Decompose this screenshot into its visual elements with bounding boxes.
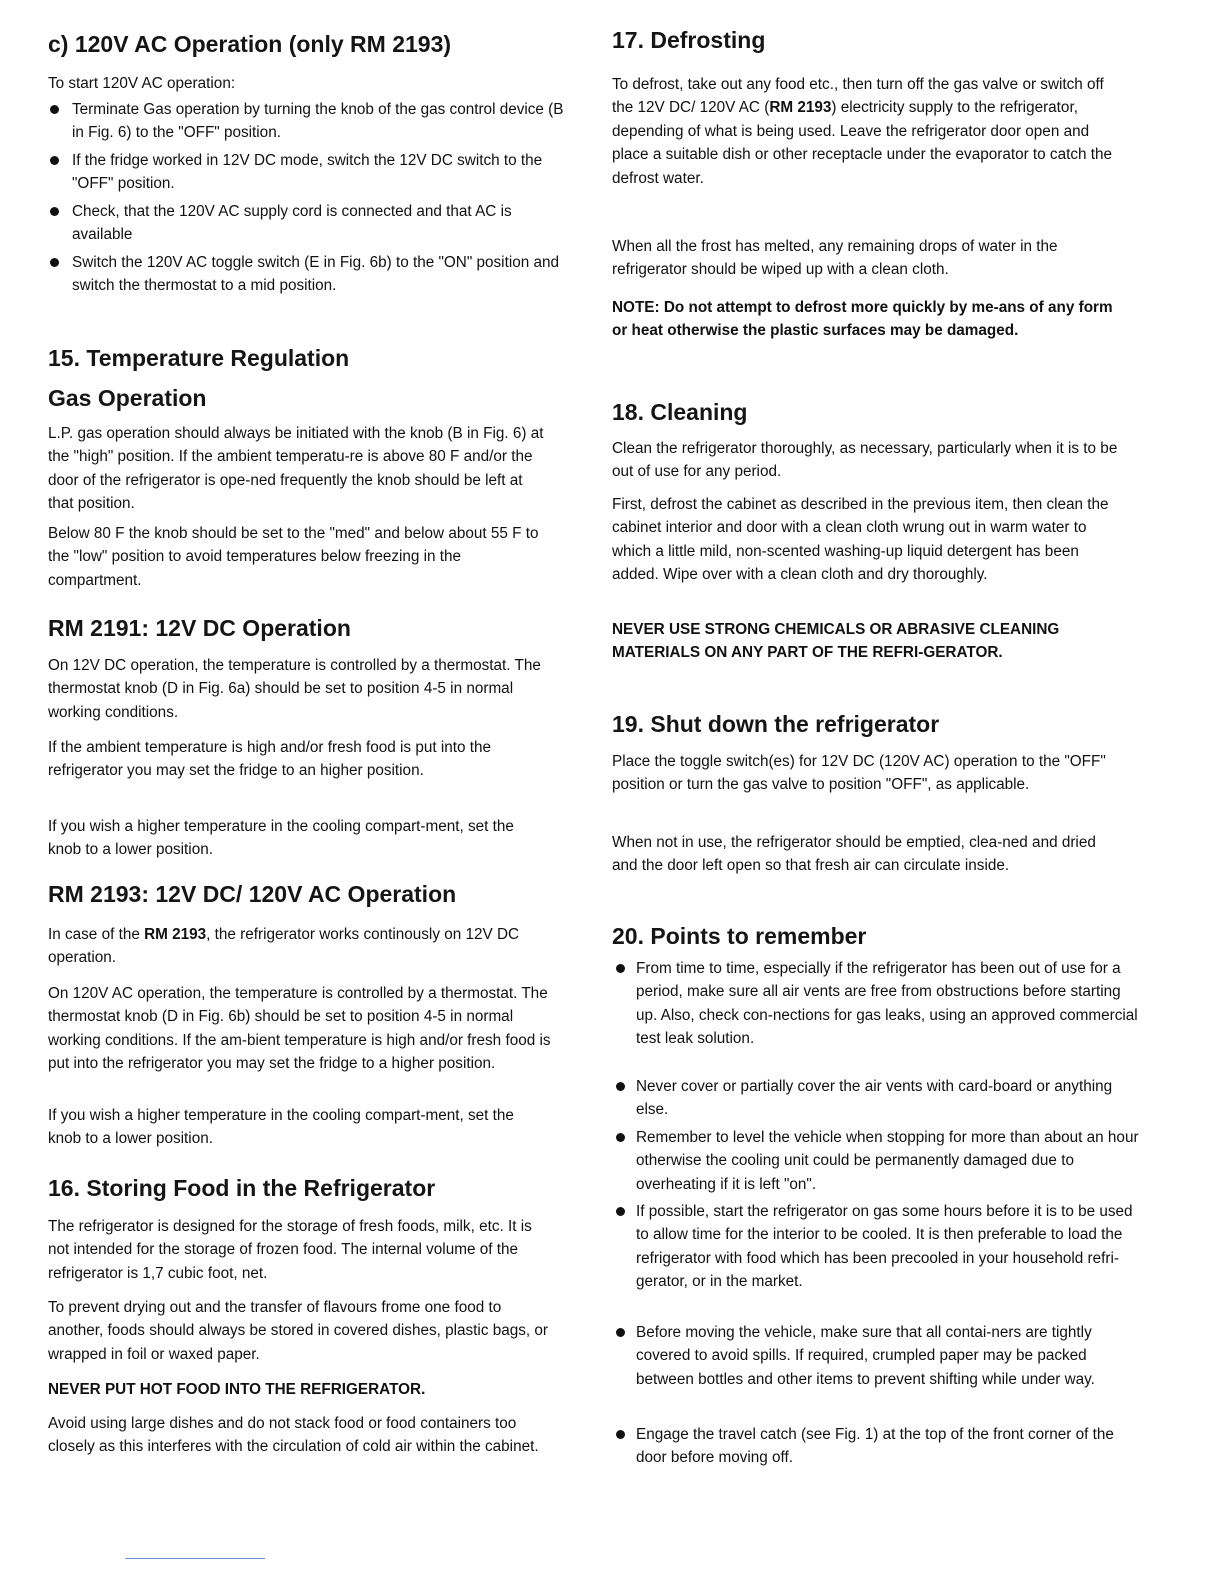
- note-text: NOTE: Do not attempt to defrost more quickly by me-ans of any form or heat otherwise the plastic surfaces may be damaged.: [612, 299, 1113, 340]
- paragraph: [48, 923, 551, 970]
- list-item: [612, 1200, 1146, 1294]
- bullet-icon: [50, 105, 59, 114]
- list-item-text: Check, that the 120V AC supply cord is connected and that AC is available: [72, 203, 512, 244]
- list-item-text: If the fridge worked in 12V DC mode, switch the 12V DC switch to the "OFF" position.: [72, 152, 543, 193]
- list-item-text: Remember to level the vehicle when stopping for more than about an hour otherwise the cooling unit could be permanently damaged due to overheating if it is left "on".: [636, 1129, 1139, 1193]
- paragraph: When all the frost has melted, any remaining drops of water in the refrigerator should be wiped up with a clean cloth.: [612, 238, 1058, 279]
- text: , the refrigerator works continously on 12V DC operation.: [48, 926, 520, 967]
- bullet-icon: [50, 156, 59, 165]
- bullet-icon: [616, 964, 625, 973]
- bullet-icon: [50, 258, 59, 267]
- paragraph: Avoid using large dishes and do not stack food or food containers too closely as this interferes with the circulation of cold air within the cabinet.: [48, 1415, 539, 1456]
- list-item-text: Before moving the vehicle, make sure that all contai-ners are tightly covered to avoid spills. If required, crumpled paper may be packed between bottles and other items to prevent shifting while under way.: [636, 1324, 1095, 1388]
- heading-120v-ac: c) 120V AC Operation (only RM 2193): [48, 31, 452, 57]
- paragraph: Place the toggle switch(es) for 12V DC (120V AC) operation to the "OFF" position or turn the gas valve to position "OFF", as applicable.: [612, 753, 1106, 794]
- paragraph: To start 120V AC operation:: [48, 75, 236, 92]
- warning-text: NEVER PUT HOT FOOD INTO THE REFRIGERATOR.: [48, 1381, 426, 1398]
- paragraph: To prevent drying out and the transfer of flavours frome one food to another, foods should always be stored in covered dishes, plastic bags, or wrapped in foil or waxed paper.: [48, 1299, 548, 1363]
- heading-shut-down: 19. Shut down the refrigerator: [612, 711, 940, 737]
- paragraph: Clean the refrigerator thoroughly, as necessary, particularly when it is to be out of use for any period.: [612, 440, 1118, 481]
- paragraph: If you wish a higher temperature in the cooling compart-ment, set the knob to a lower position.: [48, 1107, 514, 1148]
- heading-rm2191: RM 2191: 12V DC Operation: [48, 615, 351, 641]
- scan-artifact-line: [125, 1558, 265, 1559]
- list-item: [612, 1423, 1146, 1470]
- heading-storing-food: 16. Storing Food in the Refrigerator: [48, 1175, 436, 1201]
- paragraph: First, defrost the cabinet as described in the previous item, then clean the cabinet interior and door with a clean cloth wrung out in warm water to which a little mild, non-scented washing-up liquid detergent has been added. Wipe over with a clean cloth and dry thoroughly.: [612, 496, 1109, 584]
- list-item: [612, 1126, 1146, 1196]
- list-item: [48, 200, 575, 247]
- bullet-icon: [616, 1133, 625, 1142]
- warning-text: NEVER USE STRONG CHEMICALS OR ABRASIVE CLEANING MATERIALS ON ANY PART OF THE REFRI-GERATOR.: [612, 621, 1060, 662]
- paragraph: When not in use, the refrigerator should be emptied, clea-ned and dried and the door left open so that fresh air can circulate inside.: [612, 834, 1096, 875]
- list-item: [48, 251, 575, 298]
- heading-rm2193: RM 2193: 12V DC/ 120V AC Operation: [48, 881, 457, 907]
- list-item: [48, 149, 575, 196]
- list-item: [48, 98, 575, 145]
- bullet-icon: [616, 1430, 625, 1439]
- list-item: [612, 957, 1146, 1051]
- heading-gas-operation: Gas Operation: [48, 385, 207, 411]
- heading-cleaning: 18. Cleaning: [612, 399, 748, 425]
- bullet-icon: [616, 1207, 625, 1216]
- paragraph: The refrigerator is designed for the storage of fresh foods, milk, etc. It is not intended for the storage of frozen food. The internal volume of the refrigerator is 1,7 cubic foot, net.: [48, 1218, 532, 1282]
- heading-temperature-regulation: 15. Temperature Regulation: [48, 345, 350, 371]
- paragraph: On 120V AC operation, the temperature is controlled by a thermostat. The thermostat knob (D in Fig. 6b) should be set to position 4-5 in normal working conditions. If the am-bient temperature is high and/or fresh food is put into the refrigerator you may set the fridge to a higher position.: [48, 985, 551, 1073]
- bullet-icon: [616, 1082, 625, 1091]
- text: In case of the: [48, 926, 145, 943]
- paragraph: If you wish a higher temperature in the cooling compart-ment, set the knob to a lower position.: [48, 818, 514, 859]
- paragraph: [612, 73, 1122, 190]
- bullet-icon: [616, 1328, 625, 1337]
- list-item: [612, 1321, 1146, 1391]
- heading-points-to-remember: 20. Points to remember: [612, 923, 867, 949]
- list-item-text: Switch the 120V AC toggle switch (E in Fig. 6b) to the "ON" position and switch the thermostat to a mid position.: [72, 254, 560, 295]
- list-item-text: Engage the travel catch (see Fig. 1) at the top of the front corner of the door before moving off.: [636, 1426, 1114, 1467]
- list-item-text: Never cover or partially cover the air vents with card-board or anything else.: [636, 1078, 1113, 1119]
- list-item-text: If possible, start the refrigerator on gas some hours before it is to be used to allow time for the interior to be cooled. It is then preferable to load the refrigerator with food which has been precooled in your household refri-gerator, or in the market.: [636, 1203, 1133, 1291]
- model-name: RM 2193: [769, 99, 832, 117]
- list-item-text: Terminate Gas operation by turning the knob of the gas control device (B in Fig. 6) to the "OFF" position.: [72, 101, 564, 142]
- paragraph: On 12V DC operation, the temperature is controlled by a thermostat. The thermostat knob (D in Fig. 6a) should be set to position 4-5 in normal working conditions.: [48, 657, 541, 721]
- paragraph: Below 80 F the knob should be set to the "med" and below about 55 F to the "low" position to avoid temperatures below freezing in the compartment.: [48, 525, 539, 589]
- bullet-icon: [50, 207, 59, 216]
- list-item: [612, 1075, 1146, 1122]
- model-name: RM 2193: [144, 926, 207, 943]
- heading-defrosting: 17. Defrosting: [612, 27, 766, 53]
- text: ) electricity supply to the refrigerator, depending of what is being used. Leave the refrigerator door open and place a suitable dish or other receptacle under the evaporator to catch the defrost water.: [612, 99, 1113, 187]
- text: To defrost, take out any food etc., then turn off the gas valve or switch off the 12V DC/ 120V AC (: [612, 76, 1104, 117]
- list-item-text: From time to time, especially if the refrigerator has been out of use for a period, make sure all air vents are free from obstructions before starting up. Also, check con-nections for gas leaks, using an approved commercial test leak solution.: [636, 960, 1138, 1048]
- paragraph: L.P. gas operation should always be initiated with the knob (B in Fig. 6) at the "high" position. If the ambient temperatu-re is above 80 F and/or the door of the refrigerator is ope-ned frequently the knob should be left at that position.: [48, 425, 544, 513]
- paragraph: If the ambient temperature is high and/or fresh food is put into the refrigerator you may set the fridge to an higher position.: [48, 739, 492, 780]
